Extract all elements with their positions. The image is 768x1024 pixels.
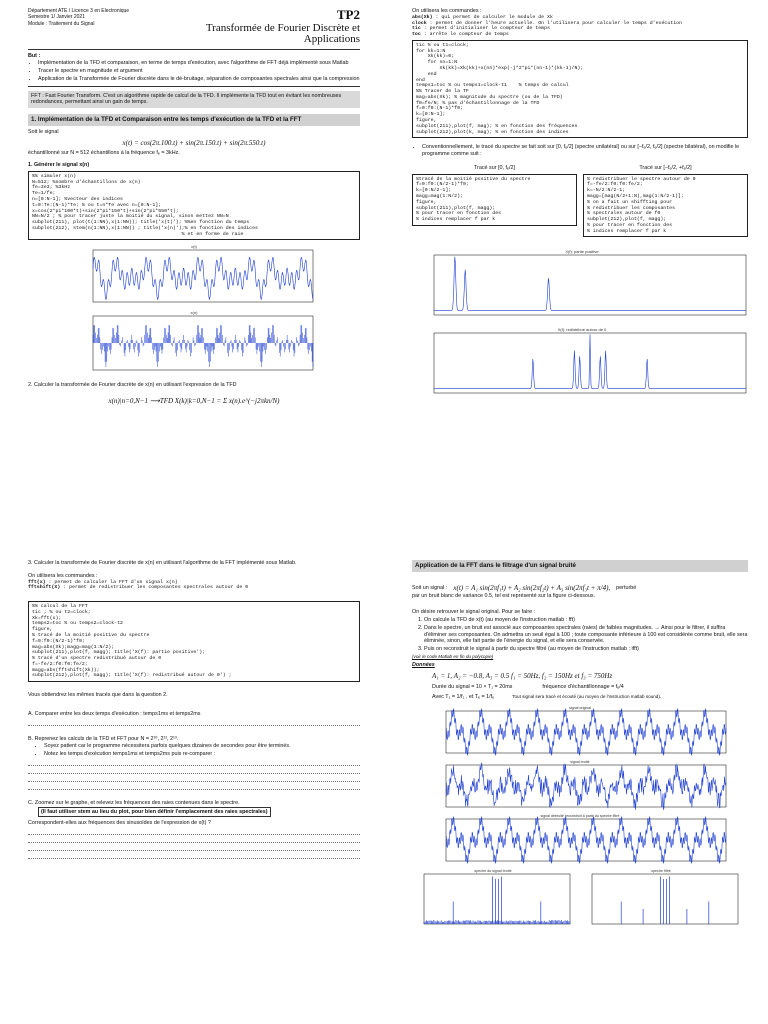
denoised-signal-line bbox=[446, 817, 726, 864]
question-letter: C. bbox=[28, 799, 34, 806]
trace-columns bbox=[412, 162, 748, 240]
plot-xn-title: x(n) bbox=[190, 310, 198, 316]
plot-noisy-spectrum-title: spectre du signal bruité bbox=[474, 869, 512, 874]
command-item bbox=[412, 32, 748, 38]
plot-spectrum-centered-title: X(f): redistribué autour de 0 bbox=[557, 327, 607, 333]
title-line-1: Transformée de Fourier Discrète et bbox=[205, 21, 360, 34]
spectrum-centered-line bbox=[434, 335, 746, 389]
plot-frame bbox=[592, 874, 738, 924]
answer-line bbox=[28, 828, 360, 835]
question-1: 1. Générer le signal x(n) bbox=[28, 162, 90, 169]
question-b bbox=[28, 736, 360, 743]
convention-text: • Conventionnellement, le tracé du spectre se fait soit sur [0, fₑ/2] (spectre unilatéral) ou sur [−fₑ/2, fₑ/2] (spectre bilatéral), on modifie le programme comme suit : bbox=[422, 144, 748, 158]
plot-noisy-spectrum bbox=[412, 867, 574, 927]
donnees-heading: Données bbox=[412, 662, 435, 669]
question-text: Zoomez sur le graphe, et relevez les fréquences des raies contenues dans le spectre. bbox=[34, 799, 240, 806]
goal-text: On désire retrouver le signal original. Pour se faire : bbox=[412, 609, 536, 616]
page-2 bbox=[384, 0, 768, 512]
convention-list bbox=[422, 144, 748, 158]
question-c-note: (Il faut utiliser stem au lieu du plot, pour bien définir l'emplacement des raies spectrales) bbox=[38, 807, 271, 818]
answer-line bbox=[28, 759, 360, 766]
section-1-heading: 1. Implémentation de la TFD et Comparaison entre les temps d'exécution de la TFD et la FFT bbox=[28, 114, 360, 126]
command-key: abs(Xk) bbox=[412, 14, 433, 20]
goal-item: • Implémentation de la TFD et comparaison, en terme de temps d'exécution, avec l'algorithme de FFT déjà implémenté sous Matlab bbox=[38, 60, 360, 67]
trace-right-label: Tracé sur [−fₑ/2, +fₑ/2] bbox=[639, 164, 692, 171]
divider bbox=[28, 49, 360, 50]
question-c bbox=[28, 800, 360, 807]
question-text: Comparer entre les deux temps d'exécution : temps1ms et temps2ms bbox=[34, 710, 201, 717]
spectrum-plots-row bbox=[412, 867, 748, 927]
answer-line bbox=[28, 852, 360, 859]
plot-xn-stems bbox=[93, 326, 313, 368]
trace-left-label: Tracé sur [0, fₑ/2] bbox=[473, 164, 516, 171]
answer-line bbox=[28, 844, 360, 851]
command-key: fftshift(X) bbox=[28, 585, 61, 591]
plot-noisy-signal bbox=[430, 758, 730, 810]
noisy-spectrum-stems bbox=[424, 877, 570, 925]
code-link[interactable]: (voir le code Matlab en fin du polycopie) bbox=[412, 653, 494, 659]
command-key: toc bbox=[412, 32, 421, 38]
plot-frame bbox=[434, 255, 746, 315]
step-item: 2. Dans le spectre, un bruit est associé aux composantes spectrales (raies) de faibles magnitudes. → Ainsi pour le filtrer, il suffira d'éliminer ses composantes. On admettra un seuil égal à 100 ; toute composante inférieure à 100 est considérée comme bruit, elle sera éliminée, sinon, elle fait partie de l'énergie du signal, et elle sera conservée. bbox=[424, 625, 748, 645]
dept-line: Département ATE / Licence 3 en Electronique bbox=[28, 8, 130, 14]
signal-equation: x(t) = A₁ sin(2πf₁t) + A₂ sin(2πf₂t) + A₃ sin(2πf₃t + π/4), bbox=[453, 583, 611, 592]
question-letter: A. bbox=[28, 710, 34, 717]
page-1 bbox=[0, 0, 384, 512]
page-header bbox=[28, 8, 360, 46]
question-b-bullets bbox=[44, 743, 360, 758]
header-meta bbox=[28, 8, 129, 46]
same-plots-note: Vous obtiendrez les mêmes tracés que dans la question 2. bbox=[28, 692, 168, 699]
plot-xt-frame bbox=[93, 250, 313, 302]
plot-xn bbox=[69, 308, 319, 374]
page-4 bbox=[384, 512, 768, 1024]
data-line-2 bbox=[432, 684, 748, 691]
commands-list bbox=[28, 580, 360, 592]
step-item: 3. Puis on reconstruit le signal à partir du spectre filtré (au moyen de l'instruction matlab : ifft) bbox=[424, 646, 748, 653]
goal-item: • Application de la Transformée de Fourier discrète dans le dé-bruitage, séparation de composantes spectrales ainsi que la compression bbox=[38, 76, 360, 83]
step-item: 1. On calcule la TFD de x(t) (au moyen de l'instruction matlab : fft) bbox=[424, 617, 748, 624]
plot-xt bbox=[69, 242, 319, 306]
answer-line bbox=[28, 719, 360, 726]
commands-intro: On utilisera les commandes : bbox=[28, 572, 98, 579]
sampling-text: échantillonné sur N = 512 échantillons à la fréquence fₑ = 3kHz. bbox=[28, 150, 180, 157]
question-2: 2. Calculer la transformée de Fourier discrète de x(n) en utilisant l'expression de la TFD bbox=[28, 382, 237, 389]
question-letter: B. bbox=[28, 735, 34, 742]
plot-denoised-title: signal débruité reconstruit à partir du spectre filtré bbox=[540, 814, 620, 819]
code-block-right: % redistribuer le spectre autour de 0 f=-fe/2:f0:f0:fe/2; k=-N/2:N/2-1; magg=[mag(N/2+1:N),mag(1:N/2-1)]; % on a fait un shiffting pour % redistribuer les composantes % spectrales autour de f0 subplot(212),plot(f, magg); % pour tracer en fonction des % indices remplacer f par k bbox=[583, 174, 748, 238]
plot-denoised-signal bbox=[430, 812, 730, 864]
goal-item: • Tracer le spectre en magnitude et argument bbox=[38, 68, 360, 75]
plot-filtered-spectrum bbox=[580, 867, 742, 927]
command-desc: : permet de redistribuer les composantes spectrales autour de 0 bbox=[60, 585, 249, 591]
spectrum-positive-line bbox=[434, 257, 746, 311]
filtered-spectrum-stems bbox=[621, 877, 709, 925]
tfd-equation: x(n)|n=0,N−1 ⟶TFD X(k)|k=0,N−1 = Σ x(n).e^(−j2πkn/N) bbox=[108, 397, 280, 406]
plot-xt-title: x(t) bbox=[191, 244, 197, 250]
section-application-heading: Application de la FFT dans le filtrage d'un signal bruité bbox=[412, 560, 748, 572]
plot-xt-line bbox=[93, 258, 313, 300]
question-text: Reprenez les calculs de la TFD et FFT pour N = 2¹⁰, 2¹², 2¹³. bbox=[34, 735, 179, 742]
data-line-1: A₁ = 1, A₂ = −0.8, A₃ = 0.5 f₁ = 50Hz, f₂ = 150Hz et f₃ = 750Hz bbox=[432, 672, 613, 681]
plot-frame bbox=[446, 819, 726, 861]
tp-title bbox=[206, 8, 360, 46]
code-block-1: %% simuler x(n) N=512; %nombre d'échantillons de x(n) fe=3e3; %3kHz Te=1/fe; n=[0:N-1]; %vecteur des indices t=0:Te:(N-1)*Te; % ou t=n*Te avec n=[0:N-1]; x=cos(2*pi*100*t)+sin(2*pi*150*t)+sin(2*pi*550*t); NN=N/2 ; % pour tracer juste la moitié du signal, sinon mettez NN=N subplot(211), plot(t(1:NN),x(1:NN)); title('x(t)'); %%en fonction du temps subplot(212), stem(n(1:NN),x(1:NN)) ; title('x(n)');% en fonction des indices % et en forme de raie bbox=[28, 171, 360, 241]
tp-number: TP2 bbox=[336, 7, 360, 22]
page-3 bbox=[0, 512, 384, 1024]
plot-filtered-spectrum-title: spectre filtré bbox=[651, 869, 671, 874]
command-desc: : permet d'initialiser le compteur de temps bbox=[420, 26, 550, 32]
signal-definition bbox=[412, 584, 748, 593]
question-3: 3. Calculer la transformée de Fourier discrète de x(n) en utilisant l'algorithme de la FFT implémenté sous Matlab. bbox=[28, 560, 297, 566]
trace-right-col bbox=[583, 162, 748, 240]
command-desc: : arrête le compteur de temps bbox=[420, 32, 509, 38]
plot-spectrum-positive bbox=[412, 247, 752, 321]
sampling-freq-text: fréquence d'échantillonnage = fₑ/4 bbox=[542, 683, 624, 690]
plot-frame bbox=[446, 711, 726, 753]
period-text: Avec T₁ = 1/f₁ , et Tₑ = 1/fₑ bbox=[432, 693, 495, 700]
command-key: tic bbox=[412, 26, 421, 32]
code-block-left: %tracé de la moitié positive du spectre f=0:f0:(N/2-1)*f0; k=[0:N/2-1]; magg=mag(1:N/2); figure, subplot(211),plot(f, magg); % pour tracer en fonction des % indices remplacer f par k bbox=[412, 174, 577, 226]
commands-list bbox=[412, 15, 748, 38]
answer-line bbox=[28, 783, 360, 790]
sound-text: Tout signal sera tracé et écouté (au moyen de l'instruction matlab sound). bbox=[512, 693, 662, 699]
command-desc: : qui permet de calculer le module de Xk bbox=[432, 14, 553, 20]
title-line-2: Applications bbox=[303, 33, 360, 46]
plot-original-title: signal original bbox=[569, 706, 591, 711]
bullet-item: • Soyez patient car le programme nécessitera parfois quelques dizaines de secondes pour être terminés. bbox=[44, 743, 360, 750]
plot-frame bbox=[424, 874, 570, 924]
command-key: fft(x) bbox=[28, 579, 46, 585]
command-desc: : permet de calculer la FFT d'un signal x(n) bbox=[45, 579, 178, 585]
command-desc: : permet de donner l'heure actuelle. On l'utilisera pour calculer le temps d'exécution bbox=[426, 20, 683, 26]
command-key: clock bbox=[412, 20, 427, 26]
data-line-3 bbox=[432, 694, 748, 701]
code-block-3: %% calcul de la FFT tic ; % ou t2=clock; Xk=fft(x); temps2=toc % ou temps2=clock-t2 figure, % tracé de la moitié positive du spectre f=0:f0:(N/2-1)*f0; mag=abs(Xk);magg=mag(1:N/2); subplot(211),plot(f, magg); title('X(f): partie positive'); % tracé d'un spectre redistribué autour de 0 f=-fe/2:f0:f0:fe/2; magg=abs(fftshift(Xk)); subplot(212),plot(f, magg); title('X(f): redistribué autour de 0') ; bbox=[28, 601, 360, 682]
fft-note: FFT : Fast Fourier Transform. C'est un algorithme rapide de calcul de la TFD. Il implémente la TFD tout en évitant les nombreuses redondances, permettant ainsi un gain de temps. bbox=[28, 91, 360, 109]
perturbe-label: perturbé bbox=[616, 584, 637, 591]
question-c-ask: Correspondent-elles aux fréquences des sinusoïdes de l'expression de x(t) ? bbox=[28, 820, 211, 827]
soit-label: Soit un signal : bbox=[412, 584, 448, 591]
steps-list bbox=[424, 617, 748, 653]
soit-label: Soit le signal bbox=[28, 128, 59, 135]
plot-original-signal bbox=[430, 704, 730, 756]
bullet-item: • Notez les temps d'exécution temps1ms et temps2ms puis re-comparer : bbox=[44, 751, 360, 758]
answer-line bbox=[28, 767, 360, 774]
answer-line bbox=[28, 775, 360, 782]
divider bbox=[28, 86, 360, 87]
trace-left-col bbox=[412, 162, 577, 240]
noisy-signal-line bbox=[446, 763, 726, 810]
plot-noisy-title: signal bruité bbox=[570, 760, 590, 765]
command-item bbox=[28, 585, 360, 591]
code-block-2: tic % ou t1=clock; for kk=1:N Xk(kk)=0; for nn=1:N Xk(kk)=Xk(kk)+x(nn)*exp(-j*2*pi*(nn-1)*(kk-1)/N); end end temps1=toc % ou temps1=clock-t1 % temps de calcul %% Tracer de la TF mag=abs(Xk); % magnitude du spectre (ou de la TFD) f0=fe/N; % pas d'échantillonnage de la TFD f=0:f0:(N-1)*f0; k=[0:N-1]; figure, subplot(211),plot(f, mag); % en fonction des fréquences subplot(212),plot(k, mag); % en fonction des indices bbox=[412, 40, 748, 139]
but-label: But : bbox=[28, 52, 41, 59]
goals-list bbox=[38, 60, 360, 82]
semester-line: Semestre 1/ Janvier 2021 bbox=[28, 14, 85, 21]
plot-spectrum-centered bbox=[412, 325, 752, 399]
module-line: Module : Traitement du Signal bbox=[28, 20, 95, 27]
answer-line bbox=[28, 836, 360, 843]
signal-equation: x(t) = cos(2π.100.t) + sin(2π.150.t) + sin(2π.550.t) bbox=[122, 138, 266, 147]
noise-text: par un bruit blanc de variance 0.5, tel est représenté sur la figure ci-dessous. bbox=[412, 592, 596, 599]
original-signal-line bbox=[446, 709, 726, 756]
plot-spectrum-positive-title: X(f): partie positive bbox=[565, 249, 599, 255]
commands-intro: On utilisera les commandes : bbox=[412, 8, 482, 14]
question-a bbox=[28, 711, 360, 718]
duration-text: Durée du signal = 10 × T₁ = 20ms bbox=[432, 683, 513, 690]
